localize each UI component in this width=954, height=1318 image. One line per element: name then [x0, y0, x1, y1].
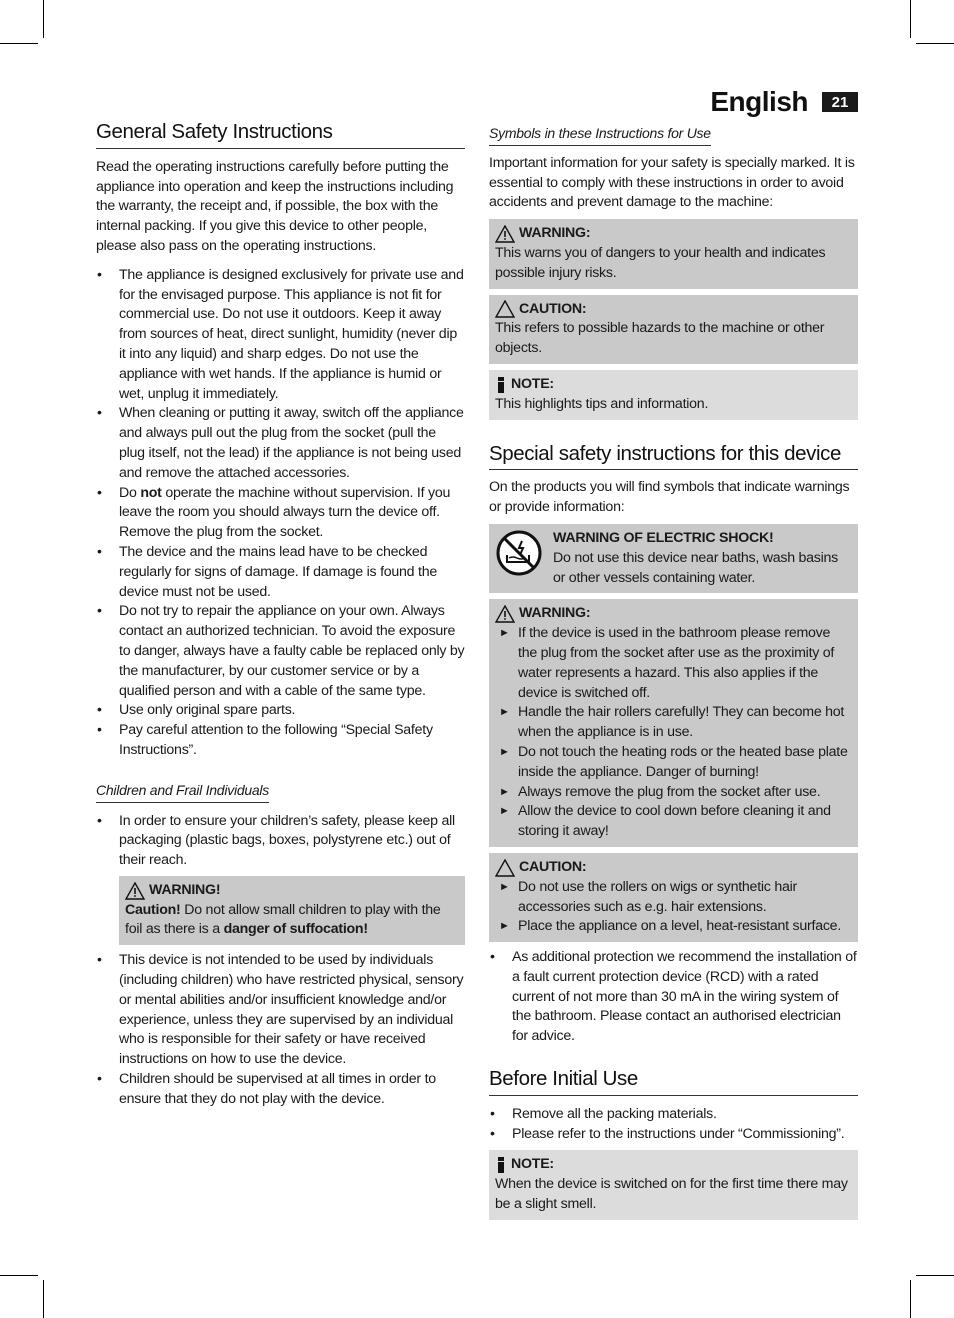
- list-item: • Remove all the packing materials.: [489, 1105, 858, 1125]
- special-intro: On the products you will find symbols that indicate warnings or provide information:: [489, 479, 850, 516]
- warning-label: WARNING!: [149, 881, 221, 898]
- warning-label: WARNING:: [519, 605, 591, 622]
- list-item: • Pay careful attention to the following “Special Safety Instructions”.: [96, 721, 465, 761]
- symbols-subheading: Symbols in these Instructions for Use: [489, 124, 711, 146]
- initial-bullet-list: [489, 1105, 858, 1145]
- danger-phrase: danger of suffocation!: [223, 921, 368, 938]
- warning-box-text: [125, 901, 459, 941]
- page-number: 21: [822, 92, 858, 112]
- list-item: • Do not try to repair the appliance on your own. Always contact an authorized technician. To avoid the exposure to danger, always have a faulty cable be replaced only by the manufacturer, by our customer service or by a qualified person and with a cable of the same type.: [96, 602, 465, 701]
- general-safety-heading: General Safety Instructions: [96, 122, 465, 149]
- crop-mark: [43, 1280, 44, 1318]
- electric-shock-title: WARNING OF ELECTRIC SHOCK!: [553, 529, 774, 546]
- list-item: • In order to ensure your children’s safety, please keep all packaging (plastic bags, boxes, polystyrene etc.) out of their reach.: [96, 812, 465, 871]
- symbol-note-box: [489, 370, 858, 420]
- warning-label: WARNING:: [519, 225, 591, 242]
- crop-mark: [916, 43, 954, 44]
- list-item: ► Do not touch the heating rods or the heated base plate inside the appliance. Danger of burning!: [495, 743, 852, 783]
- do-not-pre: Do: [119, 484, 141, 501]
- electric-shock-text: [553, 529, 852, 588]
- list-item: • When cleaning or putting it away, switch off the appliance and always pull out the plug from the socket (pull the plug itself, not the lead) if the appliance is not being used and remove the attached accessories.: [96, 404, 465, 483]
- info-icon: [495, 376, 507, 394]
- caution-label: CAUTION:: [519, 858, 587, 875]
- warning-item-list: [495, 624, 852, 842]
- general-bullet-list: [96, 266, 465, 761]
- list-item: ► Allow the device to cool down before cleaning it and storing it away!: [495, 802, 852, 842]
- children-subheading: Children and Frail Individuals: [96, 781, 269, 803]
- note-label: NOTE:: [511, 375, 554, 392]
- list-item: ► Handle the hair rollers carefully! They can become hot when the appliance is in use.: [495, 703, 852, 743]
- note-box-title: [495, 375, 852, 395]
- caution-triangle-icon: [495, 300, 515, 318]
- suffocation-warning-box: [119, 876, 465, 945]
- crop-mark: [43, 0, 44, 38]
- caution-triangle-icon: [495, 859, 515, 877]
- crop-mark: [0, 1275, 38, 1276]
- symbols-intro: Important information for your safety is specially marked. It is essential to comply with these instructions in order to avoid accidents and prevent damage to the machine:: [489, 154, 855, 211]
- special-warning-box: [489, 599, 858, 847]
- left-column: [96, 122, 465, 1110]
- warning-triangle-icon: [495, 225, 515, 243]
- crop-mark: [910, 0, 911, 38]
- symbol-warning-box: [489, 219, 858, 288]
- initial-note-box: [489, 1150, 858, 1219]
- language-title: English: [710, 86, 808, 117]
- caution-box-title: [495, 858, 852, 878]
- rcd-bullet-list: [489, 948, 858, 1047]
- page-header: [710, 86, 858, 118]
- list-item: • Children should be supervised at all times in order to ensure that they do not play with the device.: [96, 1070, 465, 1110]
- do-not-bold: not: [140, 484, 162, 501]
- info-icon: [495, 1156, 507, 1174]
- list-item: • As additional protection we recommend the installation of a fault current protection device (RCD) with a rated current of not more than 30 mA in the wiring system of the bathroom. Please contact an authorised electrician for advice.: [489, 948, 858, 1047]
- caution-word: Caution!: [125, 901, 181, 918]
- note-label: NOTE:: [511, 1156, 554, 1173]
- note-box-title: [495, 1155, 852, 1175]
- list-item: • Please refer to the instructions under “Commissioning”.: [489, 1125, 858, 1145]
- children-bullet-list-2: [96, 951, 465, 1109]
- caution-box-title: [495, 300, 852, 320]
- warning-body: Do not allow small children to play with the foil as there is a: [125, 901, 441, 938]
- list-item: ► Always remove the plug from the socket after use.: [495, 783, 852, 803]
- warning-box-title: [125, 881, 459, 901]
- warning-triangle-icon: [495, 605, 515, 623]
- note-box-text: When the device is switched on for the first time there may be a slight smell.: [495, 1176, 848, 1213]
- warning-box-text: This warns you of dangers to your health and indicates possible injury risks.: [495, 244, 826, 281]
- warning-triangle-icon: [125, 882, 145, 900]
- list-item: • Use only original spare parts.: [96, 701, 465, 721]
- list-item: [96, 484, 465, 543]
- warning-box-title: [495, 224, 852, 244]
- electric-shock-box: [489, 524, 858, 593]
- crop-mark: [910, 1280, 911, 1318]
- caution-label: CAUTION:: [519, 300, 587, 317]
- special-caution-box: [489, 853, 858, 942]
- list-item: ► If the device is used in the bathroom please remove the plug from the socket after use as the proximity of water represents a hazard. This also applies if the device is switched off.: [495, 624, 852, 703]
- crop-mark: [916, 1275, 954, 1276]
- do-not-post: operate the machine without supervision. If you leave the room you should always turn the device off. Remove the plug from the socket.: [119, 484, 451, 541]
- right-column: [489, 124, 858, 1220]
- list-item: • The appliance is designed exclusively for private use and for the envisaged purpose. This appliance is not fit for commercial use. Do not use it outdoors. Keep it away from sources of heat, direct sunlight, humidity (never dip it into any liquid) and sharp edges. Do not use the appliance with wet hands. If the appliance is humid or wet, unplug it immediately.: [96, 266, 465, 405]
- children-bullet-list: [96, 812, 465, 871]
- no-water-electric-icon: [495, 529, 543, 577]
- list-item: • This device is not intended to be used by individuals (including children) who have restricted physical, sensory or mental abilities and/or insufficient knowledge and/or experience, unless they are supervised by an individual who is responsible for their safety or have received instructions on how to use the device.: [96, 951, 465, 1070]
- crop-mark: [0, 43, 38, 44]
- list-item: • The device and the mains lead have to be checked regularly for signs of damage. If damage is found the device must not be used.: [96, 543, 465, 602]
- general-intro: Read the operating instructions carefully before putting the appliance into operation and keep the instructions including the warranty, the receipt and, if possible, the box with the internal packing. If you give this device to other people, please also pass on the operating instructions.: [96, 158, 454, 254]
- electric-shock-content: [495, 529, 852, 588]
- caution-box-text: This refers to possible hazards to the machine or other objects.: [495, 320, 825, 357]
- caution-item-list: [495, 878, 852, 937]
- note-box-text: This highlights tips and information.: [495, 395, 709, 412]
- warning-box-title: [495, 604, 852, 624]
- before-initial-use-heading: Before Initial Use: [489, 1069, 858, 1096]
- list-item: ► Place the appliance on a level, heat-resistant surface.: [495, 917, 852, 937]
- electric-shock-body: Do not use this device near baths, wash basins or other vessels containing water.: [553, 549, 839, 586]
- list-item: ► Do not use the rollers on wigs or synthetic hair accessories such as e.g. hair extensions.: [495, 878, 852, 918]
- special-safety-heading: Special safety instructions for this device: [489, 444, 858, 471]
- symbol-caution-box: [489, 295, 858, 364]
